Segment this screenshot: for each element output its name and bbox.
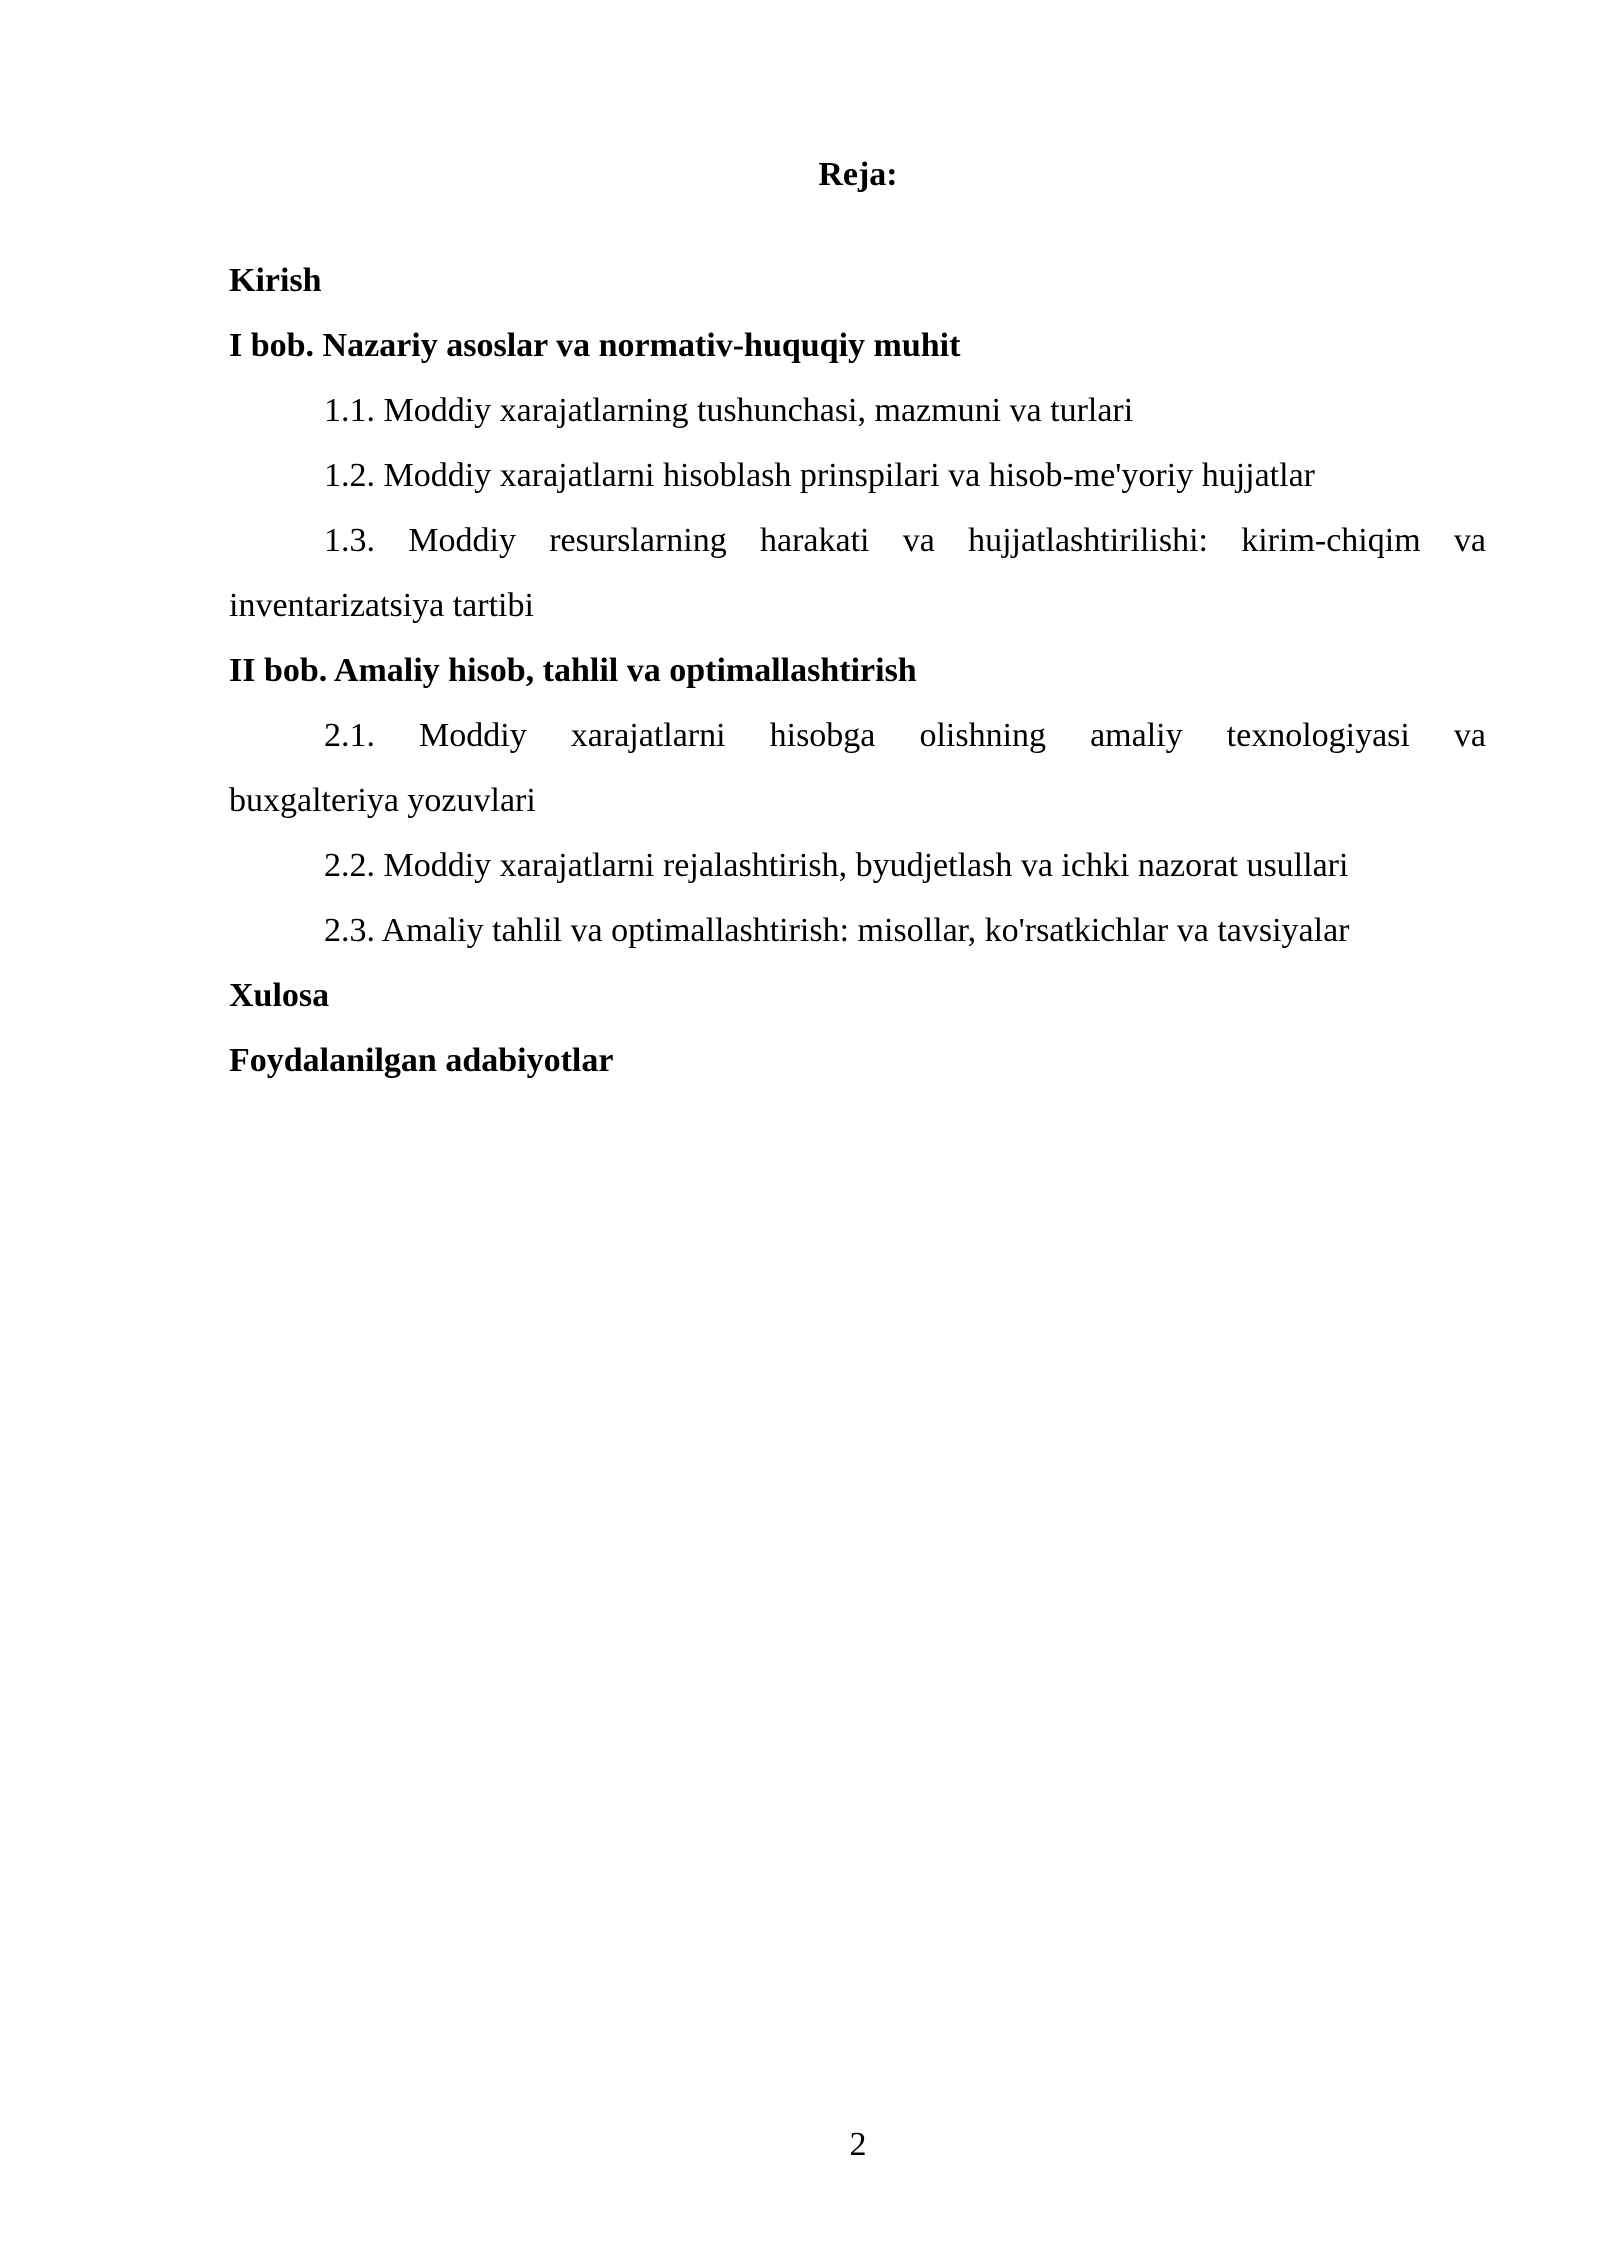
toc-section-1-3-continued: inventarizatsiya tartibi <box>229 587 534 624</box>
page-title: Reja: <box>818 156 898 193</box>
table-of-contents <box>229 248 1486 1093</box>
toc-section-2-1-continued: buxgalteriya yozuvlari <box>229 782 536 819</box>
toc-section-2-2: 2.2. Moddiy xarajatlarni rejalashtirish, byudjetlash va ichki nazorat usullari <box>324 847 1349 884</box>
toc-section-1-3: 1.3. Moddiy resurslarning harakati va hujjatlashtirilishi: kirim-chiqim va <box>324 522 1486 559</box>
toc-section-2-3: 2.3. Amaliy tahlil va optimallashtirish: misollar, ko'rsatkichlar va tavsiyalar <box>324 912 1350 949</box>
page-number: 2 <box>849 2126 867 2163</box>
toc-section-2-1: 2.1. Moddiy xarajatlarni hisobga olishning amaliy texnologiyasi va <box>324 717 1486 754</box>
toc-chapter-2: II bob. Amaliy hisob, tahlil va optimallashtirish <box>229 652 917 689</box>
toc-intro: Kirish <box>229 262 322 299</box>
toc-section-1-1: 1.1. Moddiy xarajatlarning tushunchasi, mazmuni va turlari <box>324 392 1134 429</box>
toc-references: Foydalanilgan adabiyotlar <box>229 1042 614 1079</box>
toc-section-1-2: 1.2. Moddiy xarajatlarni hisoblash prinspilari va hisob-me'yoriy hujjatlar <box>324 457 1315 494</box>
toc-chapter-1: I bob. Nazariy asoslar va normativ-huquqiy muhit <box>229 327 961 364</box>
toc-conclusion: Xulosa <box>229 977 330 1014</box>
